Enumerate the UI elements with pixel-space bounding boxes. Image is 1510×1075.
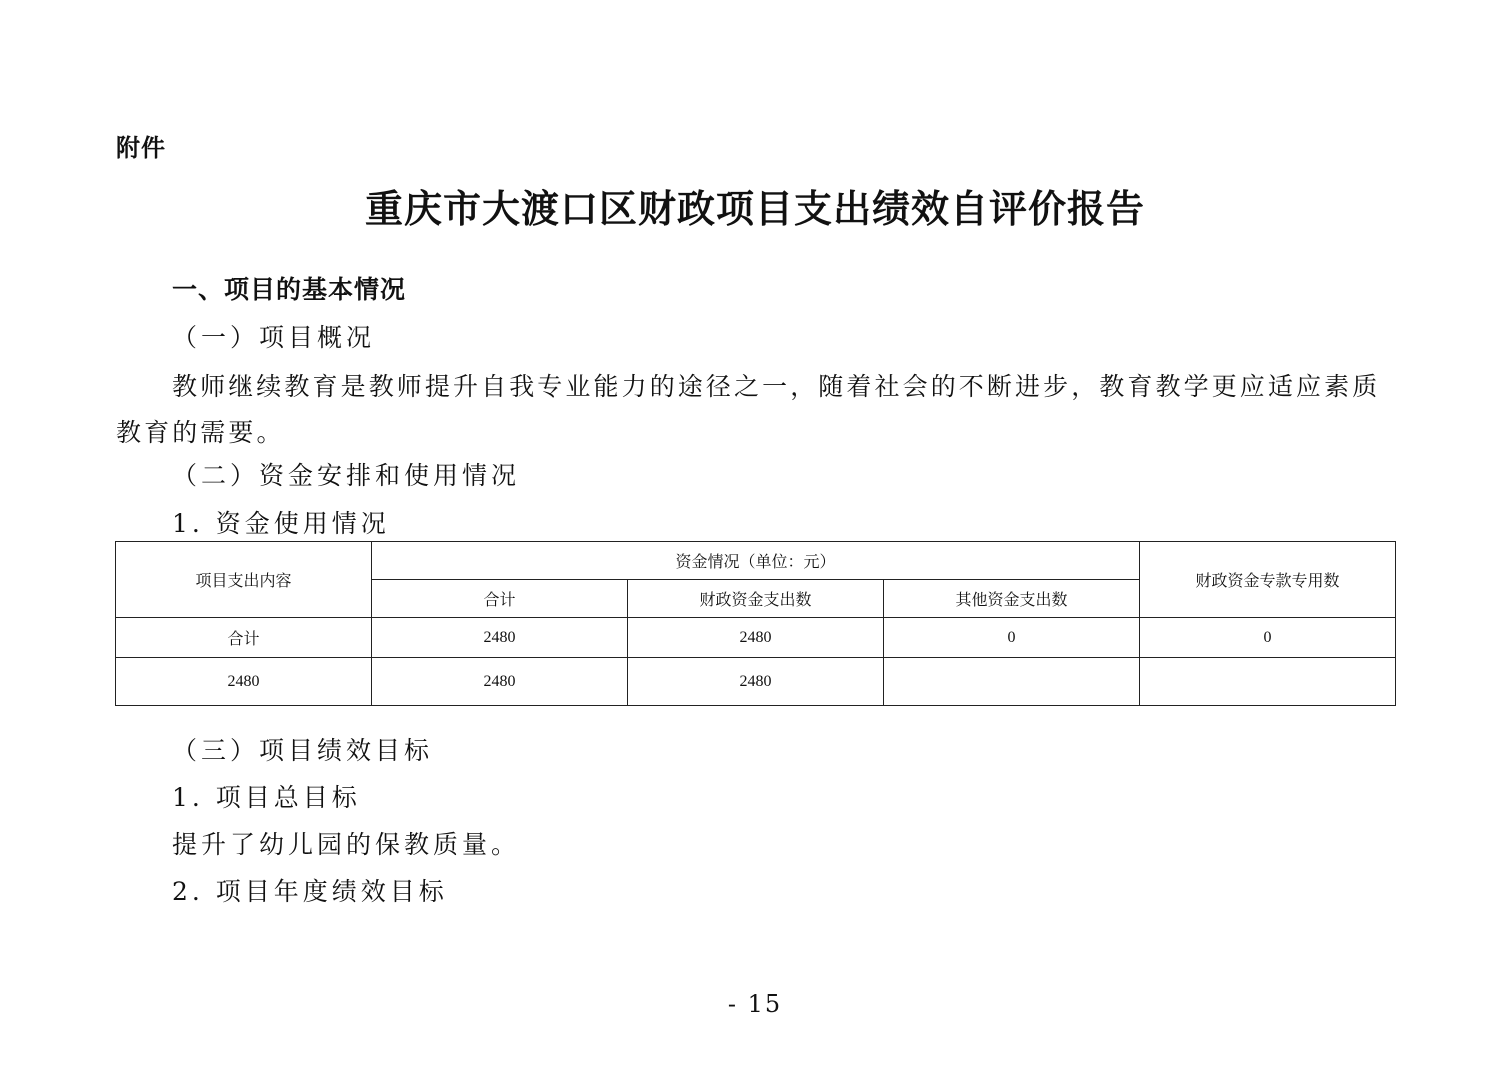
table-cell (884, 658, 1140, 706)
header-fiscal: 财政资金支出数 (628, 580, 884, 618)
paragraph-project-overview: 教师继续教育是教师提升自我专业能力的途径之一，随着社会的不断进步，教育教学更应适应素质教育的需要。 (116, 372, 1381, 447)
table-cell: 合计 (116, 618, 372, 658)
item-fund-usage: 1. 资金使用情况 (172, 509, 390, 538)
header-special-funds: 财政资金专款专用数 (1140, 542, 1396, 618)
subheading-fund-arrangement: （二）资金安排和使用情况 (172, 461, 521, 490)
header-content: 项目支出内容 (116, 542, 372, 618)
overall-goal-text: 提升了幼儿园的保教质量。 (172, 830, 521, 859)
attachment-label: 附件 (116, 134, 166, 162)
table-cell (1140, 658, 1396, 706)
header-other: 其他资金支出数 (884, 580, 1140, 618)
header-total: 合计 (372, 580, 628, 618)
table-cell: 2480 (372, 618, 628, 658)
table-cell: 0 (1140, 618, 1396, 658)
table-cell: 2480 (116, 658, 372, 706)
table-row (116, 658, 1396, 706)
header-funds-group: 资金情况（单位：元） (372, 542, 1140, 580)
table-cell: 2480 (628, 658, 884, 706)
item-overall-goal: 1. 项目总目标 (172, 783, 361, 812)
item-annual-goal: 2. 项目年度绩效目标 (172, 877, 448, 906)
table-cell: 2480 (628, 618, 884, 658)
table-cell: 2480 (372, 658, 628, 706)
document-title: 重庆市大渡口区财政项目支出绩效自评价报告 (364, 186, 1145, 231)
subheading-project-overview: （一）项目概况 (172, 323, 376, 352)
table-row (116, 618, 1396, 658)
page-number: - 15 (727, 990, 783, 1018)
subheading-performance-goals: （三）项目绩效目标 (172, 736, 434, 765)
table-cell: 0 (884, 618, 1140, 658)
fund-usage-table (115, 541, 1396, 706)
section-heading-basic-info: 一、项目的基本情况 (172, 275, 407, 304)
